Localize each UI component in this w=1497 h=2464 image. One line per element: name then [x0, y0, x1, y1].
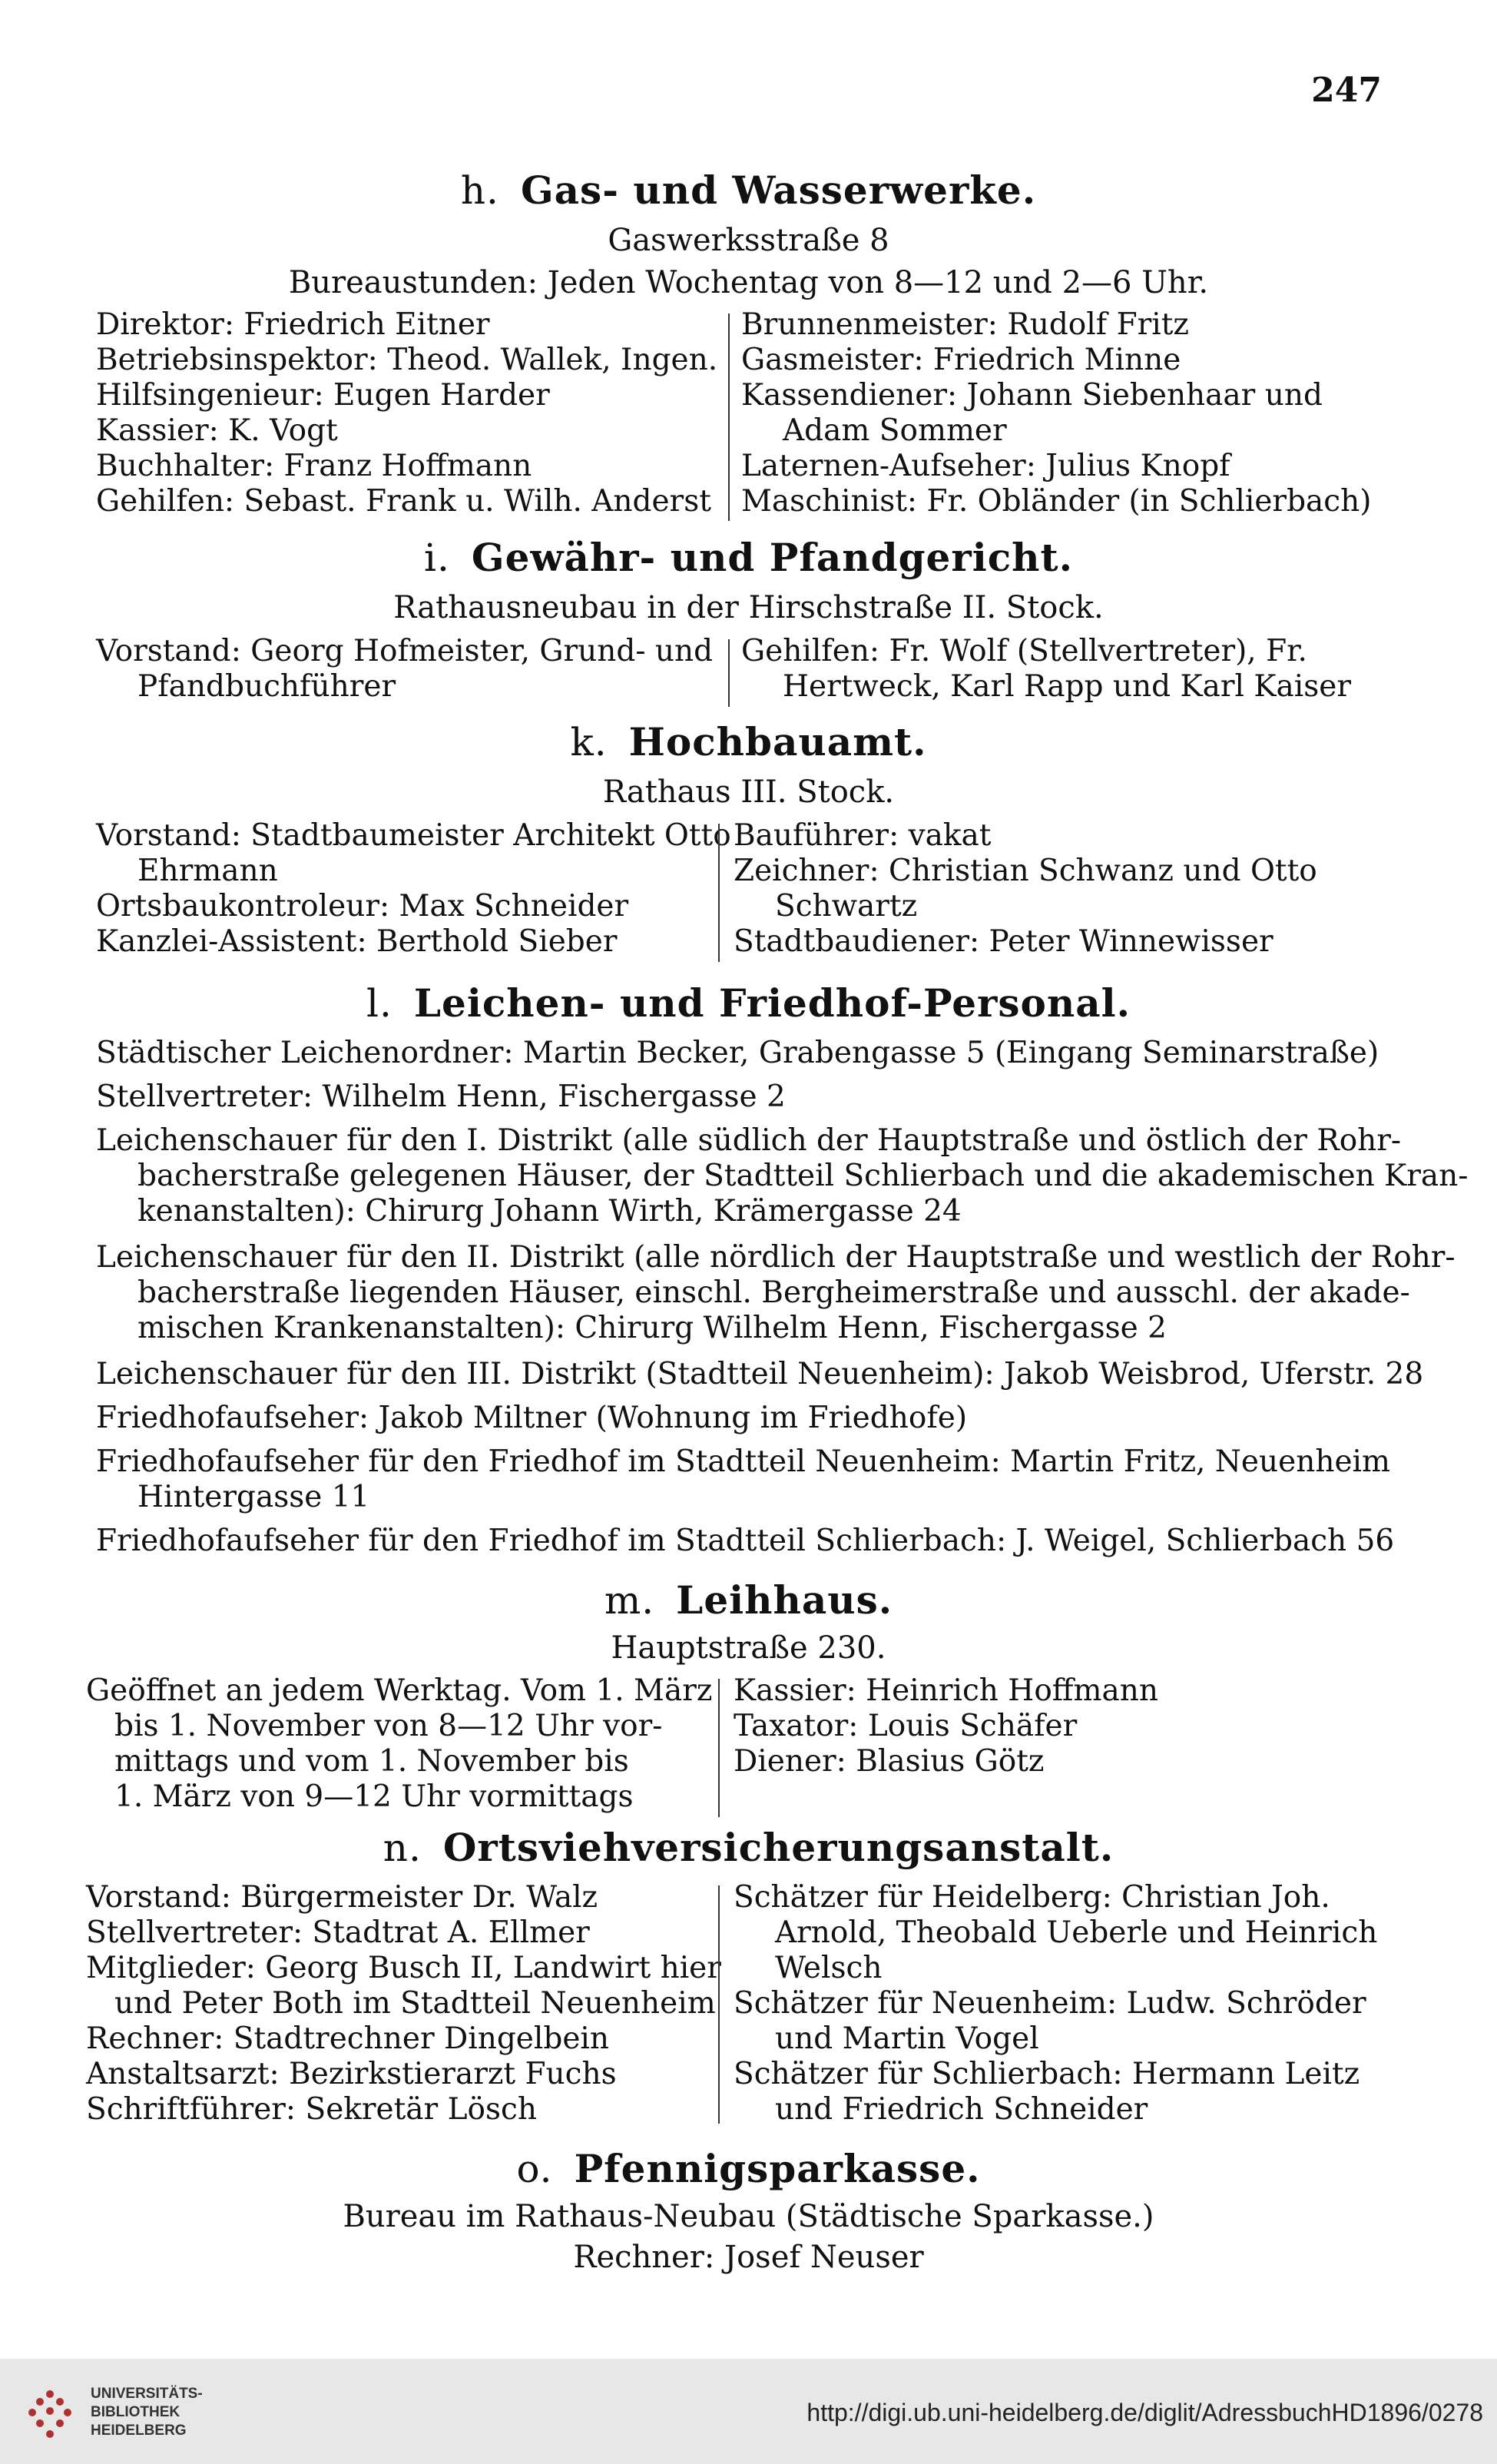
entry-line: Städtischer Leichenordner: Martin Becker, Grabengasse 5 (Eingang Seminarstraße) [96, 1036, 1379, 1070]
section-letter: h. [460, 168, 499, 213]
entry-line: Hintergasse 11 [137, 1480, 370, 1514]
entry-left: Kanzlei-Assistent: Berthold Sieber [96, 924, 618, 959]
section-address: Rathausneubau in der Hirschstraße II. Stock. [393, 590, 1104, 625]
entry-left: Schriftführer: Sekretär Lösch [86, 2092, 537, 2127]
entry-line: Leichenschauer für den I. Distrikt (alle südlich der Hauptstraße und östlich der Rohr- [96, 1123, 1402, 1158]
entry-left: Direktor: Friedrich Eitner [96, 307, 490, 342]
entry-left: Mitglieder: Georg Busch II, Landwirt hier [86, 1951, 721, 1985]
column-divider [718, 824, 720, 962]
entry-left: und Peter Both im Stadtteil Neuenheim [114, 1986, 716, 2021]
section-heading-h [0, 167, 1497, 213]
entry-line: bacherstraße gelegenen Häuser, der Stadtteil Schlierbach und die akademischen Kran- [137, 1159, 1469, 1193]
entry-line: Friedhofaufseher für den Friedhof im Stadtteil Neuenheim: Martin Fritz, Neuenheim [96, 1444, 1390, 1479]
section-heading-k [0, 719, 1497, 764]
page-number: 247 [1311, 71, 1382, 110]
entry-right: Laternen-Aufseher: Julius Knopf [741, 449, 1230, 483]
entry-right: Schätzer für Heidelberg: Christian Joh. [734, 1880, 1330, 1915]
section-letter: o. [516, 2147, 553, 2191]
entry-right: Taxator: Louis Schäfer [734, 1709, 1078, 1743]
entry-line: Bureau im Rathaus-Neubau (Städtische Sparkasse.) [343, 2199, 1154, 2234]
entry-left: Anstaltsarzt: Bezirkstierarzt Fuchs [86, 2057, 617, 2091]
section-title: Gas- und Wasserwerke. [520, 167, 1037, 213]
entry-line: Friedhofaufseher für den Friedhof im Stadtteil Schlierbach: J. Weigel, Schlierbach 56 [96, 1524, 1395, 1558]
entry-left: mittags und vom 1. November bis [114, 1744, 629, 1779]
library-logo-icon [23, 2388, 77, 2442]
section-address: Gaswerksstraße 8 [608, 223, 889, 258]
entry-left: Kassier: K. Vogt [96, 413, 338, 448]
section-heading-i [0, 535, 1497, 580]
entry-left: Hilfsingenieur: Eugen Harder [96, 378, 550, 413]
entry-line: mischen Krankenanstalten): Chirurg Wilhelm Henn, Fischergasse 2 [137, 1311, 1167, 1345]
section-title: Leichen- und Friedhof-Personal. [413, 980, 1131, 1026]
entry-line: Rechner: Josef Neuser [573, 2240, 924, 2275]
section-heading-n [0, 1825, 1497, 1870]
entry-left: bis 1. November von 8—12 Uhr vor- [114, 1709, 663, 1743]
entry-right: Adam Sommer [783, 413, 1007, 448]
section-heading-m [0, 1577, 1497, 1623]
entry-left: Rechner: Stadtrechner Dingelbein [86, 2021, 609, 2056]
entry-right: Bauführer: vakat [734, 818, 992, 853]
entry-line: Leichenschauer für den II. Distrikt (alle nördlich der Hauptstraße und westlich der Rohr- [96, 1240, 1456, 1275]
entry-left: Vorstand: Georg Hofmeister, Grund- und [96, 634, 714, 668]
entry-right: Schwartz [775, 889, 918, 924]
column-divider [728, 639, 730, 707]
entry-left: 1. März von 9—12 Uhr vormittags [114, 1779, 634, 1814]
section-title: Pfennigsparkasse. [574, 2146, 981, 2191]
entry-left: Vorstand: Stadtbaumeister Architekt Otto [96, 818, 731, 853]
entry-left: Ehrmann [137, 854, 278, 888]
entry-line: kenanstalten): Chirurg Johann Wirth, Krämergasse 24 [137, 1194, 962, 1229]
column-divider [718, 1885, 720, 2124]
section-heading-o [0, 2146, 1497, 2191]
section-letter: m. [604, 1578, 655, 1623]
library-name: UNIVERSITÄTS- BIBLIOTHEK HEIDELBERG [91, 2386, 203, 2439]
entry-left: Stellvertreter: Stadtrat A. Ellmer [86, 1915, 590, 1950]
section-letter: k. [570, 720, 608, 764]
entry-right: Maschinist: Fr. Obländer (in Schlierbach) [741, 484, 1372, 519]
column-divider [718, 1679, 720, 1817]
entry-right: Stadtbaudiener: Peter Winnewisser [734, 924, 1273, 959]
entry-right: Schätzer für Neuenheim: Ludw. Schröder [734, 1986, 1366, 2021]
entry-left: Gehilfen: Sebast. Frank u. Wilh. Anderst [96, 484, 711, 519]
entry-right: und Friedrich Schneider [775, 2092, 1148, 2127]
entry-left: Betriebsinspektor: Theod. Wallek, Ingen. [96, 343, 718, 377]
entry-line: Stellvertreter: Wilhelm Henn, Fischergasse 2 [96, 1079, 786, 1114]
entry-left: Vorstand: Bürgermeister Dr. Walz [86, 1880, 598, 1915]
entry-right: Schätzer für Schlierbach: Hermann Leitz [734, 2057, 1360, 2091]
section-letter: i. [424, 536, 450, 580]
section-letter: l. [366, 981, 392, 1026]
entry-line: Leichenschauer für den III. Distrikt (Stadtteil Neuenheim): Jakob Weisbrod, Uferstr. 28 [96, 1357, 1424, 1391]
entry-right: Diener: Blasius Götz [734, 1744, 1045, 1779]
entry-right: Kassier: Heinrich Hoffmann [734, 1673, 1158, 1708]
section-title: Leihhaus. [676, 1577, 893, 1623]
source-url[interactable]: http://digi.ub.uni-heidelberg.de/diglit/AdressbuchHD1896/0278 [806, 2399, 1483, 2426]
entry-right: und Martin Vogel [775, 2021, 1039, 2056]
entry-right: Kassendiener: Johann Siebenhaar und [741, 378, 1323, 413]
entry-left: Ortsbaukontroleur: Max Schneider [96, 889, 629, 924]
column-divider [728, 313, 730, 521]
digitization-footer [0, 2359, 1497, 2464]
section-title: Hochbauamt. [628, 719, 927, 764]
entry-left: Buchhalter: Franz Hoffmann [96, 449, 532, 483]
entry-right: Gasmeister: Friedrich Minne [741, 343, 1181, 377]
section-title: Ortsviehversicherungsanstalt. [442, 1825, 1114, 1870]
office-hours: Bureaustunden: Jeden Wochentag von 8—12 und 2—6 Uhr. [288, 265, 1209, 300]
entry-left: Pfandbuchführer [137, 669, 396, 704]
entry-right: Zeichner: Christian Schwanz und Otto [734, 854, 1317, 888]
section-address: Rathaus III. Stock. [602, 774, 895, 810]
section-letter: n. [383, 1826, 422, 1870]
section-heading-l [0, 980, 1497, 1026]
entry-right: Brunnenmeister: Rudolf Fritz [741, 307, 1189, 342]
entry-left: Geöffnet an jedem Werktag. Vom 1. März [86, 1673, 713, 1708]
entry-right: Welsch [775, 1951, 883, 1985]
entry-line: bacherstraße liegenden Häuser, einschl. Bergheimerstraße und ausschl. der akade- [137, 1275, 1410, 1310]
entry-right: Arnold, Theobald Ueberle und Heinrich [775, 1915, 1378, 1950]
entry-right: Gehilfen: Fr. Wolf (Stellvertreter), Fr. [741, 634, 1307, 668]
section-title: Gewähr- und Pfandgericht. [471, 535, 1073, 580]
entry-right: Hertweck, Karl Rapp und Karl Kaiser [783, 669, 1351, 704]
section-address: Hauptstraße 230. [611, 1630, 886, 1666]
entry-line: Friedhofaufseher: Jakob Miltner (Wohnung im Friedhofe) [96, 1401, 968, 1435]
